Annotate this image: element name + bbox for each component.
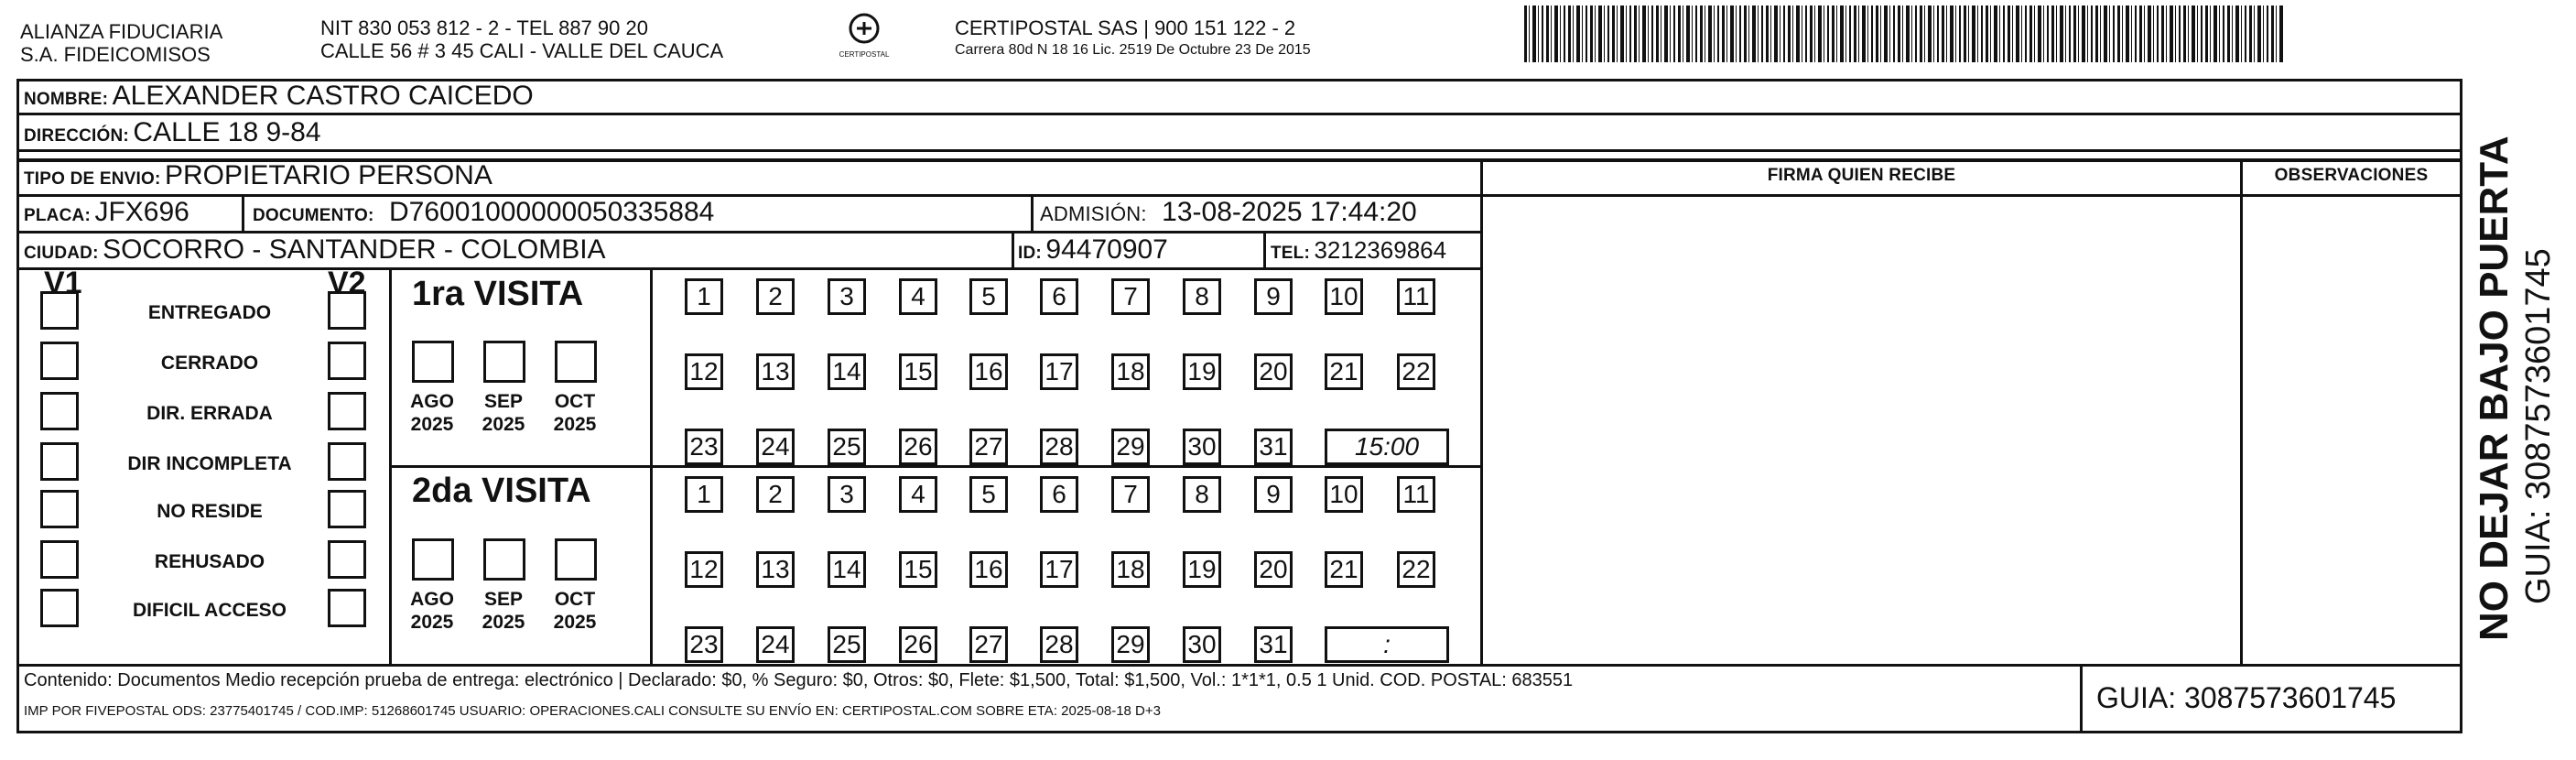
- month-checkbox[interactable]: [555, 538, 597, 581]
- month-label: [405, 390, 460, 436]
- day-box[interactable]: 23: [685, 626, 723, 663]
- day-box[interactable]: 13: [756, 353, 795, 390]
- day-box[interactable]: 31: [1254, 429, 1293, 465]
- month-name: AGO: [410, 391, 454, 412]
- status-label: DIR. ERRADA: [146, 403, 273, 424]
- contenido-text: Contenido: Documentos Medio recepción prueba de entrega: electrónico | Declarado: $0, % Seguro: $0, Otros: $0, Flete: $1,500, Total: $1,500, Vol.: 1*1*1, 0.5 1 Unid. COD. POSTAL: 683551: [24, 670, 1574, 690]
- month-label: [405, 588, 460, 634]
- logo-text: CERTIPOSTAL: [839, 50, 890, 59]
- month-year: 2025: [410, 414, 454, 435]
- month-checkbox[interactable]: [555, 341, 597, 383]
- day-box[interactable]: 10: [1325, 278, 1363, 315]
- no-dejar-bajo-puerta: NO DEJAR BAJO PUERTA: [2472, 136, 2516, 641]
- first-visit-label: 1ra VISITA: [412, 275, 584, 313]
- direccion-label: DIRECCIÓN:: [24, 126, 129, 146]
- day-box[interactable]: 8: [1183, 278, 1221, 315]
- v1-checkbox[interactable]: [40, 392, 79, 430]
- direccion-value: CALLE 18 9-84: [133, 117, 321, 147]
- v2-label: V2: [328, 266, 366, 300]
- day-box[interactable]: 29: [1111, 626, 1150, 663]
- day-box[interactable]: 19: [1183, 551, 1221, 588]
- admision-label: ADMISIÓN:: [1040, 202, 1147, 225]
- month-label: [547, 588, 602, 634]
- sender-nit: [320, 16, 723, 62]
- day-box[interactable]: 27: [969, 626, 1008, 663]
- day-box[interactable]: 29: [1111, 429, 1150, 465]
- day-box[interactable]: 7: [1111, 278, 1150, 315]
- day-box[interactable]: 21: [1325, 551, 1363, 588]
- month-checkbox[interactable]: [483, 538, 525, 581]
- day-box[interactable]: 19: [1183, 353, 1221, 390]
- month-checkbox[interactable]: [412, 341, 454, 383]
- day-box[interactable]: 9: [1254, 476, 1293, 513]
- guia-vertical: GUIA: 3087573601745: [2519, 248, 2558, 604]
- day-box[interactable]: 25: [828, 626, 866, 663]
- courier-info: [955, 16, 1311, 59]
- v2-checkbox[interactable]: [328, 442, 366, 481]
- day-box[interactable]: 11: [1397, 278, 1435, 315]
- v2-checkbox[interactable]: [328, 392, 366, 430]
- month-name: AGO: [410, 589, 454, 610]
- day-box[interactable]: 10: [1325, 476, 1363, 513]
- v1-checkbox[interactable]: [40, 490, 79, 528]
- month-checkbox[interactable]: [412, 538, 454, 581]
- courier-line-1: CERTIPOSTAL SAS | 900 151 122 - 2: [955, 16, 1296, 39]
- signature-area[interactable]: [1483, 197, 2240, 664]
- barcode: [1524, 5, 2284, 62]
- sender-company: [20, 20, 222, 66]
- month-label: [547, 390, 602, 436]
- month-year: 2025: [482, 612, 525, 633]
- certipostal-logo: [835, 13, 893, 62]
- day-box[interactable]: 1: [685, 476, 723, 513]
- observaciones-label: OBSERVACIONES: [2274, 166, 2429, 185]
- month-name: SEP: [483, 391, 524, 412]
- day-box[interactable]: 25: [828, 429, 866, 465]
- month-name: OCT: [554, 589, 596, 610]
- day-box[interactable]: 2: [756, 278, 795, 315]
- day-box[interactable]: 3: [828, 278, 866, 315]
- observations-area[interactable]: [2243, 197, 2460, 664]
- day-box[interactable]: 24: [756, 626, 795, 663]
- tipo-envio-row: [24, 160, 492, 191]
- placa-row: [24, 197, 189, 228]
- nombre-value: ALEXANDER CASTRO CAICEDO: [112, 81, 534, 111]
- day-box[interactable]: 15: [899, 551, 937, 588]
- courier-line-2: Carrera 80d N 18 16 Lic. 2519 De Octubre 23 De 2015: [955, 42, 1311, 58]
- tipo-value: PROPIETARIO PERSONA: [165, 160, 492, 190]
- documento-row: [253, 197, 714, 228]
- day-box[interactable]: 17: [1040, 551, 1078, 588]
- month-label: [476, 588, 531, 634]
- v1-checkbox[interactable]: [40, 342, 79, 380]
- v1-checkbox[interactable]: [40, 442, 79, 481]
- logo-icon: [846, 13, 882, 46]
- v1-checkbox[interactable]: [40, 540, 79, 579]
- day-box[interactable]: 30: [1183, 429, 1221, 465]
- day-box[interactable]: 26: [899, 626, 937, 663]
- status-label: DIR INCOMPLETA: [127, 453, 292, 474]
- company-line-2: S.A. FIDEICOMISOS: [20, 43, 211, 66]
- status-label: DIFICIL ACCESO: [132, 600, 287, 621]
- time-box[interactable]: :: [1325, 626, 1449, 663]
- day-box[interactable]: 5: [969, 278, 1008, 315]
- day-box[interactable]: 28: [1040, 626, 1078, 663]
- day-box[interactable]: 6: [1040, 278, 1078, 315]
- company-line-1: ALIANZA FIDUCIARIA: [20, 20, 223, 43]
- status-label: ENTREGADO: [147, 302, 272, 323]
- firma-quien-recibe-label: FIRMA QUIEN RECIBE: [1767, 166, 1956, 185]
- guia-box: GUIA: 3087573601745: [2096, 681, 2397, 714]
- status-label: REHUSADO: [154, 551, 265, 572]
- day-box[interactable]: 8: [1183, 476, 1221, 513]
- day-box[interactable]: 18: [1111, 551, 1150, 588]
- id-value: 94470907: [1045, 234, 1168, 265]
- day-box[interactable]: 24: [756, 429, 795, 465]
- v2-checkbox[interactable]: [328, 540, 366, 579]
- day-box[interactable]: 22: [1397, 551, 1435, 588]
- month-year: 2025: [482, 414, 525, 435]
- day-box[interactable]: 7: [1111, 476, 1150, 513]
- day-box[interactable]: 27: [969, 429, 1008, 465]
- month-checkbox[interactable]: [483, 341, 525, 383]
- nit-line-2: CALLE 56 # 3 45 CALI - VALLE DEL CAUCA: [320, 39, 724, 62]
- day-box[interactable]: 17: [1040, 353, 1078, 390]
- tel-value: 3212369864: [1314, 236, 1447, 264]
- documento-label: DOCUMENTO:: [253, 206, 374, 225]
- day-box[interactable]: 14: [828, 353, 866, 390]
- placa-label: PLACA:: [24, 206, 91, 225]
- tipo-label: TIPO DE ENVIO:: [24, 169, 161, 189]
- direccion-row: [24, 117, 321, 148]
- v1-checkbox[interactable]: [40, 589, 79, 627]
- day-box[interactable]: 4: [899, 476, 937, 513]
- v1-label: V1: [44, 266, 82, 300]
- day-box[interactable]: 21: [1325, 353, 1363, 390]
- imp-text: IMP POR FIVEPOSTAL ODS: 23775401745 / COD.IMP: 51268601745 USUARIO: OPERACIONES.CALI CONSULTE SU ENVÍO EN: CERTIPOSTAL.COM SOBRE ETA: 2025-08-18 D+3: [24, 703, 1161, 719]
- admision-value: 13-08-2025 17:44:20: [1162, 197, 1417, 227]
- day-box[interactable]: 20: [1254, 353, 1293, 390]
- month-name: OCT: [554, 391, 596, 412]
- month-year: 2025: [410, 612, 454, 633]
- tel-label: TEL:: [1271, 244, 1311, 263]
- day-box[interactable]: 16: [969, 353, 1008, 390]
- day-box[interactable]: 6: [1040, 476, 1078, 513]
- day-box[interactable]: 11: [1397, 476, 1435, 513]
- tel-row: [1271, 236, 1446, 265]
- day-box[interactable]: 1: [685, 278, 723, 315]
- v2-checkbox[interactable]: [328, 342, 366, 380]
- day-box[interactable]: 16: [969, 551, 1008, 588]
- day-box[interactable]: 13: [756, 551, 795, 588]
- day-box[interactable]: 23: [685, 429, 723, 465]
- ciudad-label: CIUDAD:: [24, 244, 99, 263]
- ciudad-row: [24, 234, 606, 266]
- day-box[interactable]: 31: [1254, 626, 1293, 663]
- day-box[interactable]: 9: [1254, 278, 1293, 315]
- admision-row: [1040, 197, 1417, 228]
- ciudad-value: SOCORRO - SANTANDER - COLOMBIA: [103, 234, 606, 265]
- status-label: CERRADO: [160, 353, 259, 374]
- day-box[interactable]: 22: [1397, 353, 1435, 390]
- nombre-label: NOMBRE:: [24, 90, 109, 109]
- day-box[interactable]: 26: [899, 429, 937, 465]
- month-year: 2025: [553, 414, 597, 435]
- nombre-row: [24, 81, 534, 112]
- id-label: ID:: [1018, 244, 1042, 263]
- month-label: [476, 390, 531, 436]
- id-row: [1018, 234, 1168, 266]
- day-box[interactable]: 28: [1040, 429, 1078, 465]
- v2-checkbox[interactable]: [328, 291, 366, 330]
- nit-line-1: NIT 830 053 812 - 2 - TEL 887 90 20: [320, 16, 648, 39]
- status-label: NO RESIDE: [157, 501, 263, 522]
- day-box[interactable]: 12: [685, 551, 723, 588]
- day-box[interactable]: 3: [828, 476, 866, 513]
- month-name: SEP: [483, 589, 524, 610]
- day-box[interactable]: 14: [828, 551, 866, 588]
- time-box[interactable]: 15:00: [1325, 429, 1449, 465]
- v2-checkbox[interactable]: [328, 589, 366, 627]
- v2-checkbox[interactable]: [328, 490, 366, 528]
- v1-checkbox[interactable]: [40, 291, 79, 330]
- day-box[interactable]: 18: [1111, 353, 1150, 390]
- day-box[interactable]: 15: [899, 353, 937, 390]
- documento-value: D76001000000050335884: [389, 197, 715, 227]
- placa-value: JFX696: [94, 197, 189, 227]
- day-box[interactable]: 30: [1183, 626, 1221, 663]
- day-box[interactable]: 5: [969, 476, 1008, 513]
- day-box[interactable]: 2: [756, 476, 795, 513]
- day-box[interactable]: 4: [899, 278, 937, 315]
- day-box[interactable]: 12: [685, 353, 723, 390]
- month-year: 2025: [553, 612, 597, 633]
- second-visit-label: 2da VISITA: [412, 472, 591, 510]
- day-box[interactable]: 20: [1254, 551, 1293, 588]
